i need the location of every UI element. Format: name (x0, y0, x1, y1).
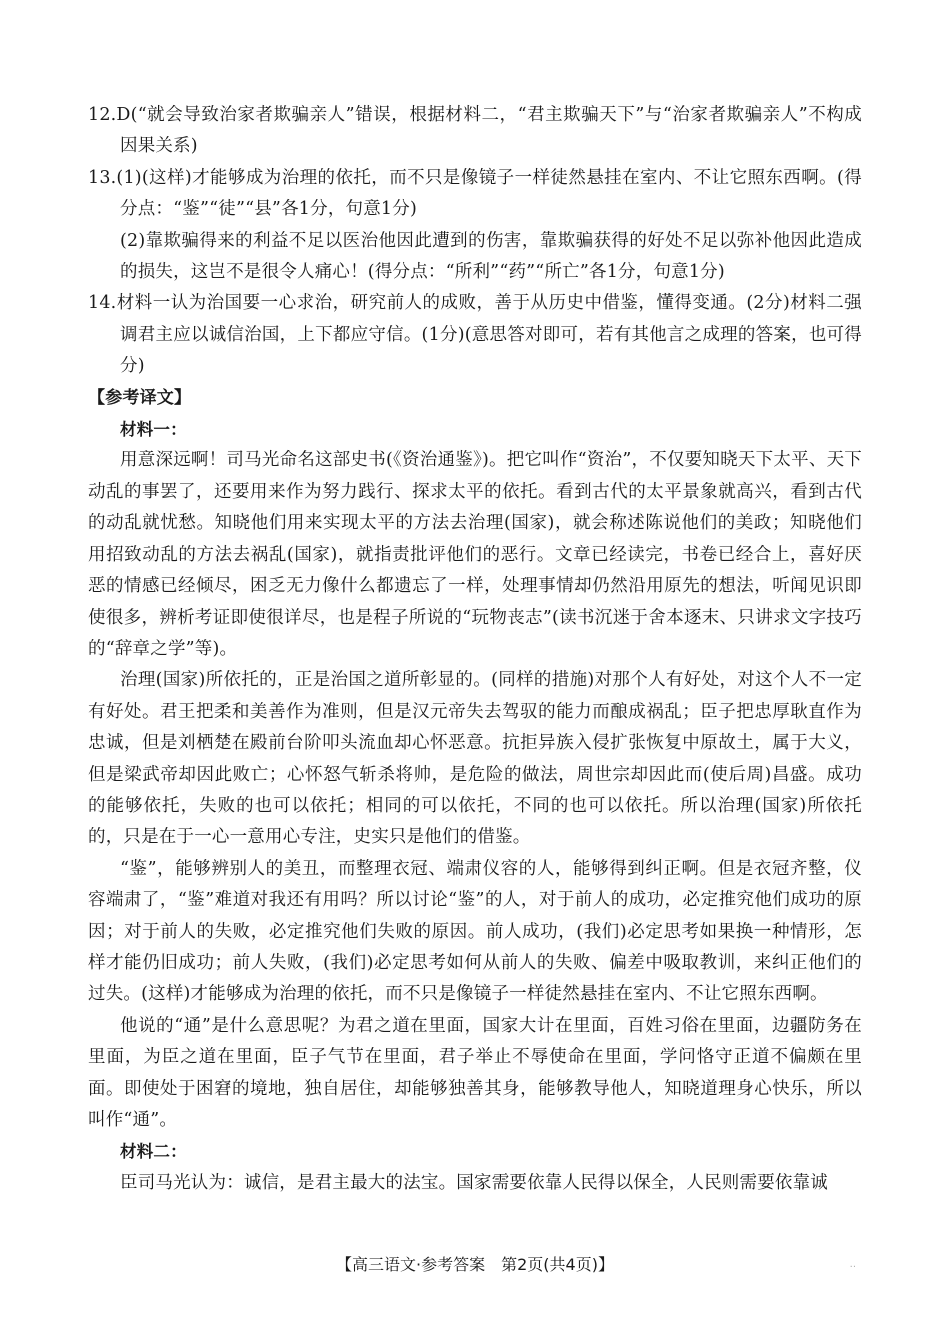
material-2-paragraph: 臣司马光认为：诚信，是君主最大的法宝。国家需要依靠人民得以保全，人民则需要依靠诚 (120, 1172, 828, 1193)
answer-13-part-2: (2)靠欺骗得来的利益不足以医治他因此遭到的伤害，靠欺骗获得的好处不足以弥补他因此造成的损失，这岂不是很令人痛心！(得分点：“所利”“药”“所亡”各1分，句意1分) (120, 230, 862, 283)
corner-mark: ·· (849, 1262, 856, 1273)
material-1-paragraph: 他说的“通”是什么意思呢？为君之道在里面，国家大计在里面，百姓习俗在里面，边疆防务在里面，为臣之道在里面，臣子气节在里面，君子举止不辱使命在里面，学问恪守正道不偏颇在里面。即使处于困窘的境地，独自居住，却能够独善其身，能够教导他人，知晓道理身心快乐，所以叫作“通”。 (88, 1015, 862, 1130)
translation-heading: 【参考译文】 (88, 387, 192, 408)
material-1-paragraph: “鉴”，能够辨别人的美丑，而整理衣冠、端肃仪容的人，能够得到纠正啊。但是衣冠齐整，仪容端肃了，“鉴”难道对我还有用吗？所以讨论“鉴”的人，对于前人的成功，必定推究他们成功的原因；对于前人的失败，必定推究他们失败的原因。前人成功，(我们)必定思考如果换一种情形，怎样才能仍旧成功；前人失败，(我们)必定思考如何从前人的失败、偏差中吸取教训，来纠正他们的过失。(这样)才能够成为治理的依托，而不只是像镜子一样徒然悬挂在室内、不让它照东西啊。 (88, 858, 862, 1005)
page-content (88, 100, 862, 1199)
answer-14: 14.材料一认为治国要一心求治，研究前人的成败，善于从历史中借鉴，懂得变通。(2分)材料二强调君主应以诚信治国，上下都应守信。(1分)(意思答对即可，若有其他言之成理的答案，也可得分) (88, 293, 862, 377)
material-1-paragraph: 治理(国家)所依托的，正是治国之道所彰显的。(同样的措施)对那个人有好处，对这个人不一定有好处。君王把柔和美善作为准则，但是汉元帝失去驾驭的能力而酿成祸乱；臣子把忠厚耿直作为忠诚，但是刘栖楚在殿前台阶叩头流血却心怀恶意。抗拒异族入侵扩张恢复中原故土，属于大义，但是梁武帝却因此败亡；心怀怒气斩杀将帅，是危险的做法，周世宗却因此而(使后周)昌盛。成功的能够依托，失败的也可以依托；相同的可以依托，不同的也可以依托。所以治理(国家)所依托的，只是在于一心一意用心专注，史实只是他们的借鉴。 (88, 670, 862, 848)
material-1-heading: 材料一： (120, 420, 187, 440)
material-1-paragraph: 用意深远啊！司马光命名这部史书(《资治通鉴》)。把它叫作“资治”，不仅要知晓天下太平、天下动乱的事罢了，还要用来作为努力践行、探求太平的依托。看到古代的太平景象就高兴，看到古代的动乱就忧愁。知晓他们用来实现太平的方法去治理(国家)，就会称述陈说他们的美政；知晓他们用招致动乱的方法去祸乱(国家)，就指责批评他们的恶行。文章已经读完，书卷已经合上，喜好厌恶的情感已经倾尽，困乏无力像什么都遗忘了一样，处理事情却仍然沿用原先的想法，听闻见识即使很多，辨析考证即使很详尽，也是程子所说的“玩物丧志”(读书沉迷于舍本逐末、只讲求文字技巧的“辞章之学”等)。 (88, 450, 862, 659)
page-footer: 【高三语文·参考答案 第2页(共4页)】 (336, 1255, 614, 1274)
material-2-heading: 材料二： (120, 1142, 187, 1162)
answer-13-part-1: 13.(1)(这样)才能够成为治理的依托，而不只是像镜子一样徒然悬挂在室内、不让它照东西啊。(得分点：“鉴”“徒”“县”各1分，句意1分) (88, 167, 862, 220)
answer-12: 12.D(“就会导致治家者欺骗亲人”错误，根据材料二，“君主欺骗天下”与“治家者欺骗亲人”不构成因果关系) (88, 105, 862, 157)
